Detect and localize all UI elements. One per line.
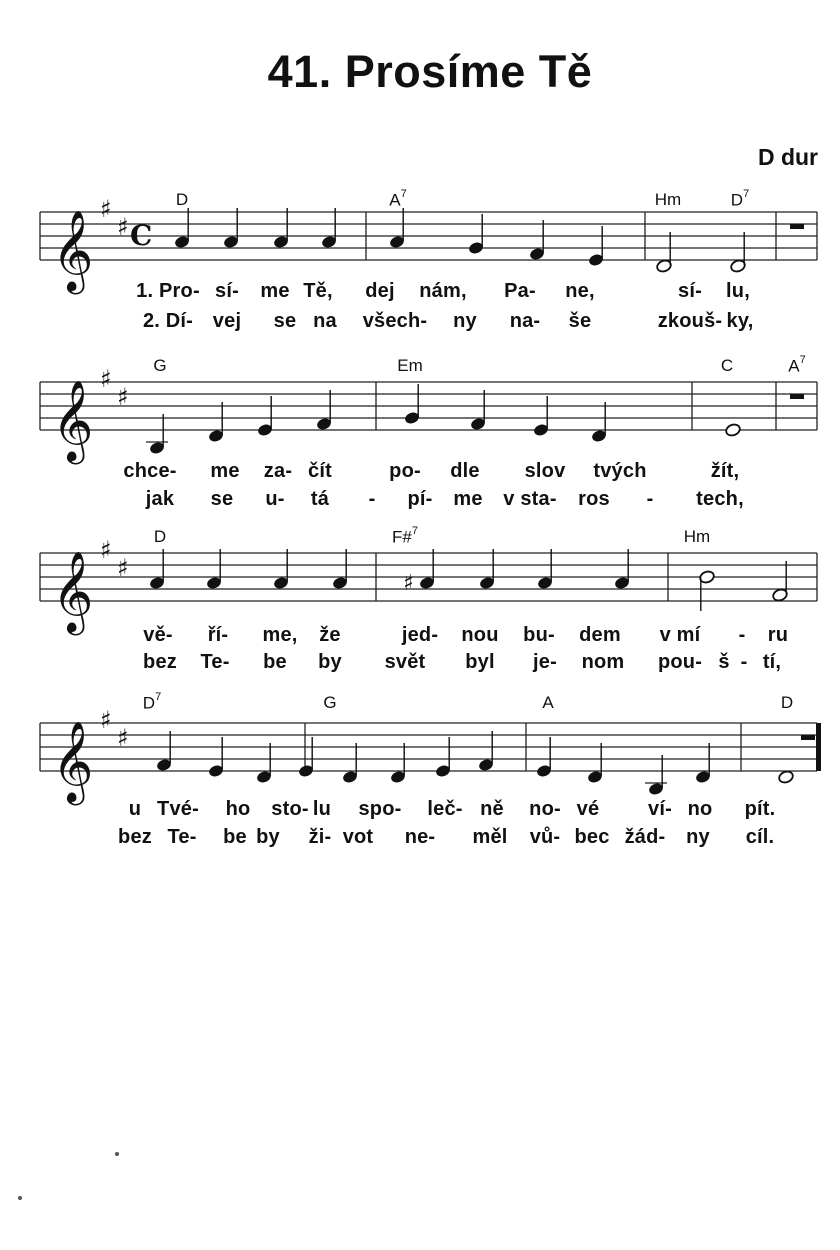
whole-rest <box>801 735 815 740</box>
lyric-syllable: pou- <box>657 651 703 673</box>
lyric-syllable: ho <box>225 798 251 820</box>
sharp-icon: ♯ <box>117 383 129 411</box>
chord-symbol: Hm <box>683 527 711 546</box>
lyric-syllable: Pa- <box>504 280 536 302</box>
lyric-syllable: za- <box>263 460 293 482</box>
lyric-syllable: - <box>368 488 376 510</box>
note <box>146 414 168 455</box>
note <box>404 384 421 425</box>
note <box>772 561 789 602</box>
whole-rest <box>790 394 804 399</box>
lyric-syllable: Tvé- <box>157 798 199 820</box>
chord-symbol: D <box>780 693 794 712</box>
lyric-syllable: 2. Dí- <box>142 310 194 332</box>
lyric-syllable: jed- <box>401 624 439 646</box>
lyric-syllable: ne- <box>404 826 436 848</box>
chord-symbol: A <box>542 693 554 712</box>
note <box>321 208 338 249</box>
lyric-syllable: že <box>319 624 341 646</box>
note <box>273 549 290 590</box>
note <box>587 743 604 784</box>
lyric-syllable: bec <box>574 826 610 848</box>
note <box>478 731 495 772</box>
lyric-syllable: u- <box>265 488 285 510</box>
lyric-syllable: Te- <box>200 651 230 673</box>
lyric-syllable: všech- <box>362 310 428 332</box>
lyric-syllable: by <box>256 826 280 848</box>
final-barline <box>816 723 821 771</box>
lyric-syllable: se <box>273 310 297 332</box>
lyric-syllable: bez <box>118 826 152 848</box>
note <box>614 549 631 590</box>
lyric-syllable: bu- <box>523 624 555 646</box>
lyric-syllable: bez <box>143 651 177 673</box>
note <box>208 402 225 443</box>
note <box>332 549 349 590</box>
lyric-syllable: pít. <box>744 798 776 820</box>
lyric-syllable: tí, <box>762 651 782 673</box>
lyric-syllable: dem <box>579 624 621 646</box>
chord-symbol: G <box>323 693 337 712</box>
lyric-syllable: ví- <box>648 798 672 820</box>
lyric-syllable: vot <box>342 826 374 848</box>
time-signature: C <box>130 219 153 252</box>
sharp-icon: ♯ <box>100 195 112 223</box>
lyric-syllable: je- <box>533 651 557 673</box>
sharp-icon: ♯ <box>117 213 129 241</box>
lyric-syllable: me <box>453 488 483 510</box>
sharp-icon: ♯ <box>100 706 112 734</box>
chord-symbol: D <box>175 190 189 209</box>
note <box>468 214 485 255</box>
chord-symbol: F#$^7$ <box>392 525 418 547</box>
lyric-verse-1 <box>0 460 840 486</box>
lyric-syllable: žád- <box>624 826 666 848</box>
note <box>725 423 742 438</box>
treble-clef-icon: 𝄞 <box>52 209 94 291</box>
note <box>730 232 747 273</box>
lyric-syllable: čít <box>308 460 332 482</box>
lyric-syllable: vej <box>212 310 242 332</box>
lyric-syllable: me <box>260 280 290 302</box>
lyric-syllable: cíl. <box>745 826 775 848</box>
lyric-syllable: na- <box>509 310 541 332</box>
lyric-syllable: me <box>210 460 240 482</box>
lyric-syllable: ří- <box>207 624 229 646</box>
lyric-syllable: no- <box>529 798 561 820</box>
lyric-syllable: nám, <box>419 280 467 302</box>
chord-symbol: C <box>720 356 734 375</box>
lyric-syllable: sí- <box>678 280 702 302</box>
note <box>533 396 550 437</box>
lyric-syllable: be <box>263 651 287 673</box>
lyric-syllable: ny <box>686 826 710 848</box>
sharp-icon: ♯ <box>100 365 112 393</box>
chord-symbol: $D^7$ <box>730 188 750 210</box>
lyric-syllable: v mí <box>659 624 701 646</box>
lyric-syllable: jak <box>145 488 175 510</box>
lyric-syllable: ros <box>578 488 610 510</box>
lyric-syllable: u <box>128 798 142 820</box>
treble-clef-icon: 𝄞 <box>52 550 94 632</box>
chord-symbol: Em <box>397 356 423 375</box>
lyric-verse-2 <box>0 651 840 677</box>
lyric-syllable: lu, <box>726 280 750 302</box>
lyric-syllable: v sta- <box>503 488 557 510</box>
treble-clef-icon: 𝄞 <box>52 720 94 802</box>
lyric-syllable: no <box>687 798 713 820</box>
lyric-syllable: svět <box>384 651 426 673</box>
lyric-syllable: Te- <box>167 826 197 848</box>
lyric-syllable: ky, <box>726 310 754 332</box>
chord-symbol: $A^7$ <box>788 354 806 376</box>
note <box>156 731 173 772</box>
scan-speck <box>18 1196 22 1200</box>
note <box>389 208 406 249</box>
note <box>529 220 546 261</box>
lyric-syllable: ži- <box>308 826 332 848</box>
lyric-syllable: be <box>223 826 247 848</box>
lyric-syllable: vé <box>576 798 600 820</box>
note <box>778 770 795 785</box>
lyric-syllable: tvých <box>593 460 647 482</box>
note <box>342 743 359 784</box>
lyric-syllable: še <box>568 310 592 332</box>
lyric-syllable: byl <box>465 651 495 673</box>
lyric-syllable: š <box>718 651 730 673</box>
lyric-syllable: chce- <box>123 460 177 482</box>
lyric-syllable: dle <box>450 460 480 482</box>
note <box>470 390 487 431</box>
lyric-syllable: sí- <box>215 280 239 302</box>
chord-symbol: G <box>153 356 167 375</box>
lyric-syllable: po- <box>389 460 421 482</box>
chord-symbol: Hm <box>654 190 682 209</box>
note <box>390 743 407 784</box>
note <box>537 549 554 590</box>
lyric-verse-2 <box>0 310 840 336</box>
lyric-syllable: 1. Pro- <box>136 280 200 302</box>
lyric-syllable: by <box>318 651 342 673</box>
key-label: D dur <box>757 144 818 170</box>
treble-clef-icon: 𝄞 <box>52 379 94 461</box>
note <box>479 549 496 590</box>
note <box>206 549 223 590</box>
lyric-verse-2 <box>0 488 840 514</box>
lyric-syllable: nom <box>581 651 625 673</box>
note <box>536 737 553 778</box>
note <box>645 755 667 796</box>
scan-speck <box>115 1152 119 1156</box>
lyric-syllable: pí- <box>407 488 433 510</box>
lyric-verse-1 <box>0 280 840 306</box>
note <box>591 402 608 443</box>
svg-text:♯: ♯ <box>403 571 414 596</box>
lyric-syllable: - <box>738 624 746 646</box>
note <box>695 743 712 784</box>
note <box>256 743 273 784</box>
note <box>588 226 605 267</box>
sharp-icon: ♯ <box>117 724 129 752</box>
lyric-syllable: Tě, <box>303 280 333 302</box>
lyric-verse-1 <box>0 624 840 650</box>
whole-rest <box>790 224 804 229</box>
lyric-verse-2 <box>0 826 840 852</box>
lyric-syllable: tech, <box>696 488 744 510</box>
lyric-syllable: se <box>210 488 234 510</box>
note <box>174 208 191 249</box>
lyric-syllable: ny <box>453 310 477 332</box>
lyric-syllable: dej <box>365 280 395 302</box>
lyric-syllable: zkouš- <box>657 310 723 332</box>
note <box>699 570 716 611</box>
note <box>435 737 452 778</box>
song-title: 41. Prosíme Tě <box>267 46 593 97</box>
note <box>257 396 274 437</box>
lyric-verse-1 <box>0 798 840 824</box>
lyric-syllable: - <box>740 651 748 673</box>
note <box>273 208 290 249</box>
lyric-syllable: vě- <box>143 624 173 646</box>
lyric-syllable: měl <box>472 826 508 848</box>
note <box>316 390 333 431</box>
note <box>656 232 673 273</box>
lyric-syllable: ru <box>767 624 789 646</box>
lyric-syllable: lu <box>312 798 332 820</box>
sharp-icon: ♯ <box>100 536 112 564</box>
lyric-syllable: žít, <box>710 460 740 482</box>
sharp-icon: ♯ <box>117 554 129 582</box>
chord-symbol: $D^7$ <box>142 691 162 713</box>
lyric-syllable: ně <box>480 798 504 820</box>
lyric-syllable: nou <box>461 624 499 646</box>
lyric-syllable: leč- <box>427 798 463 820</box>
chord-symbol: $A^7$ <box>389 188 407 210</box>
lyric-syllable: - <box>646 488 654 510</box>
lyric-syllable: slov <box>524 460 566 482</box>
note <box>298 737 315 778</box>
note <box>149 549 166 590</box>
lyric-syllable: spo- <box>358 798 402 820</box>
chord-symbol: D <box>153 527 167 546</box>
lyric-syllable: na <box>313 310 337 332</box>
note <box>223 208 240 249</box>
lyric-syllable: me, <box>262 624 298 646</box>
lyric-syllable: ne, <box>565 280 595 302</box>
note <box>208 737 225 778</box>
lyric-syllable: vů- <box>529 826 561 848</box>
lyric-syllable: sto- <box>271 798 309 820</box>
lyric-syllable: tá <box>310 488 330 510</box>
